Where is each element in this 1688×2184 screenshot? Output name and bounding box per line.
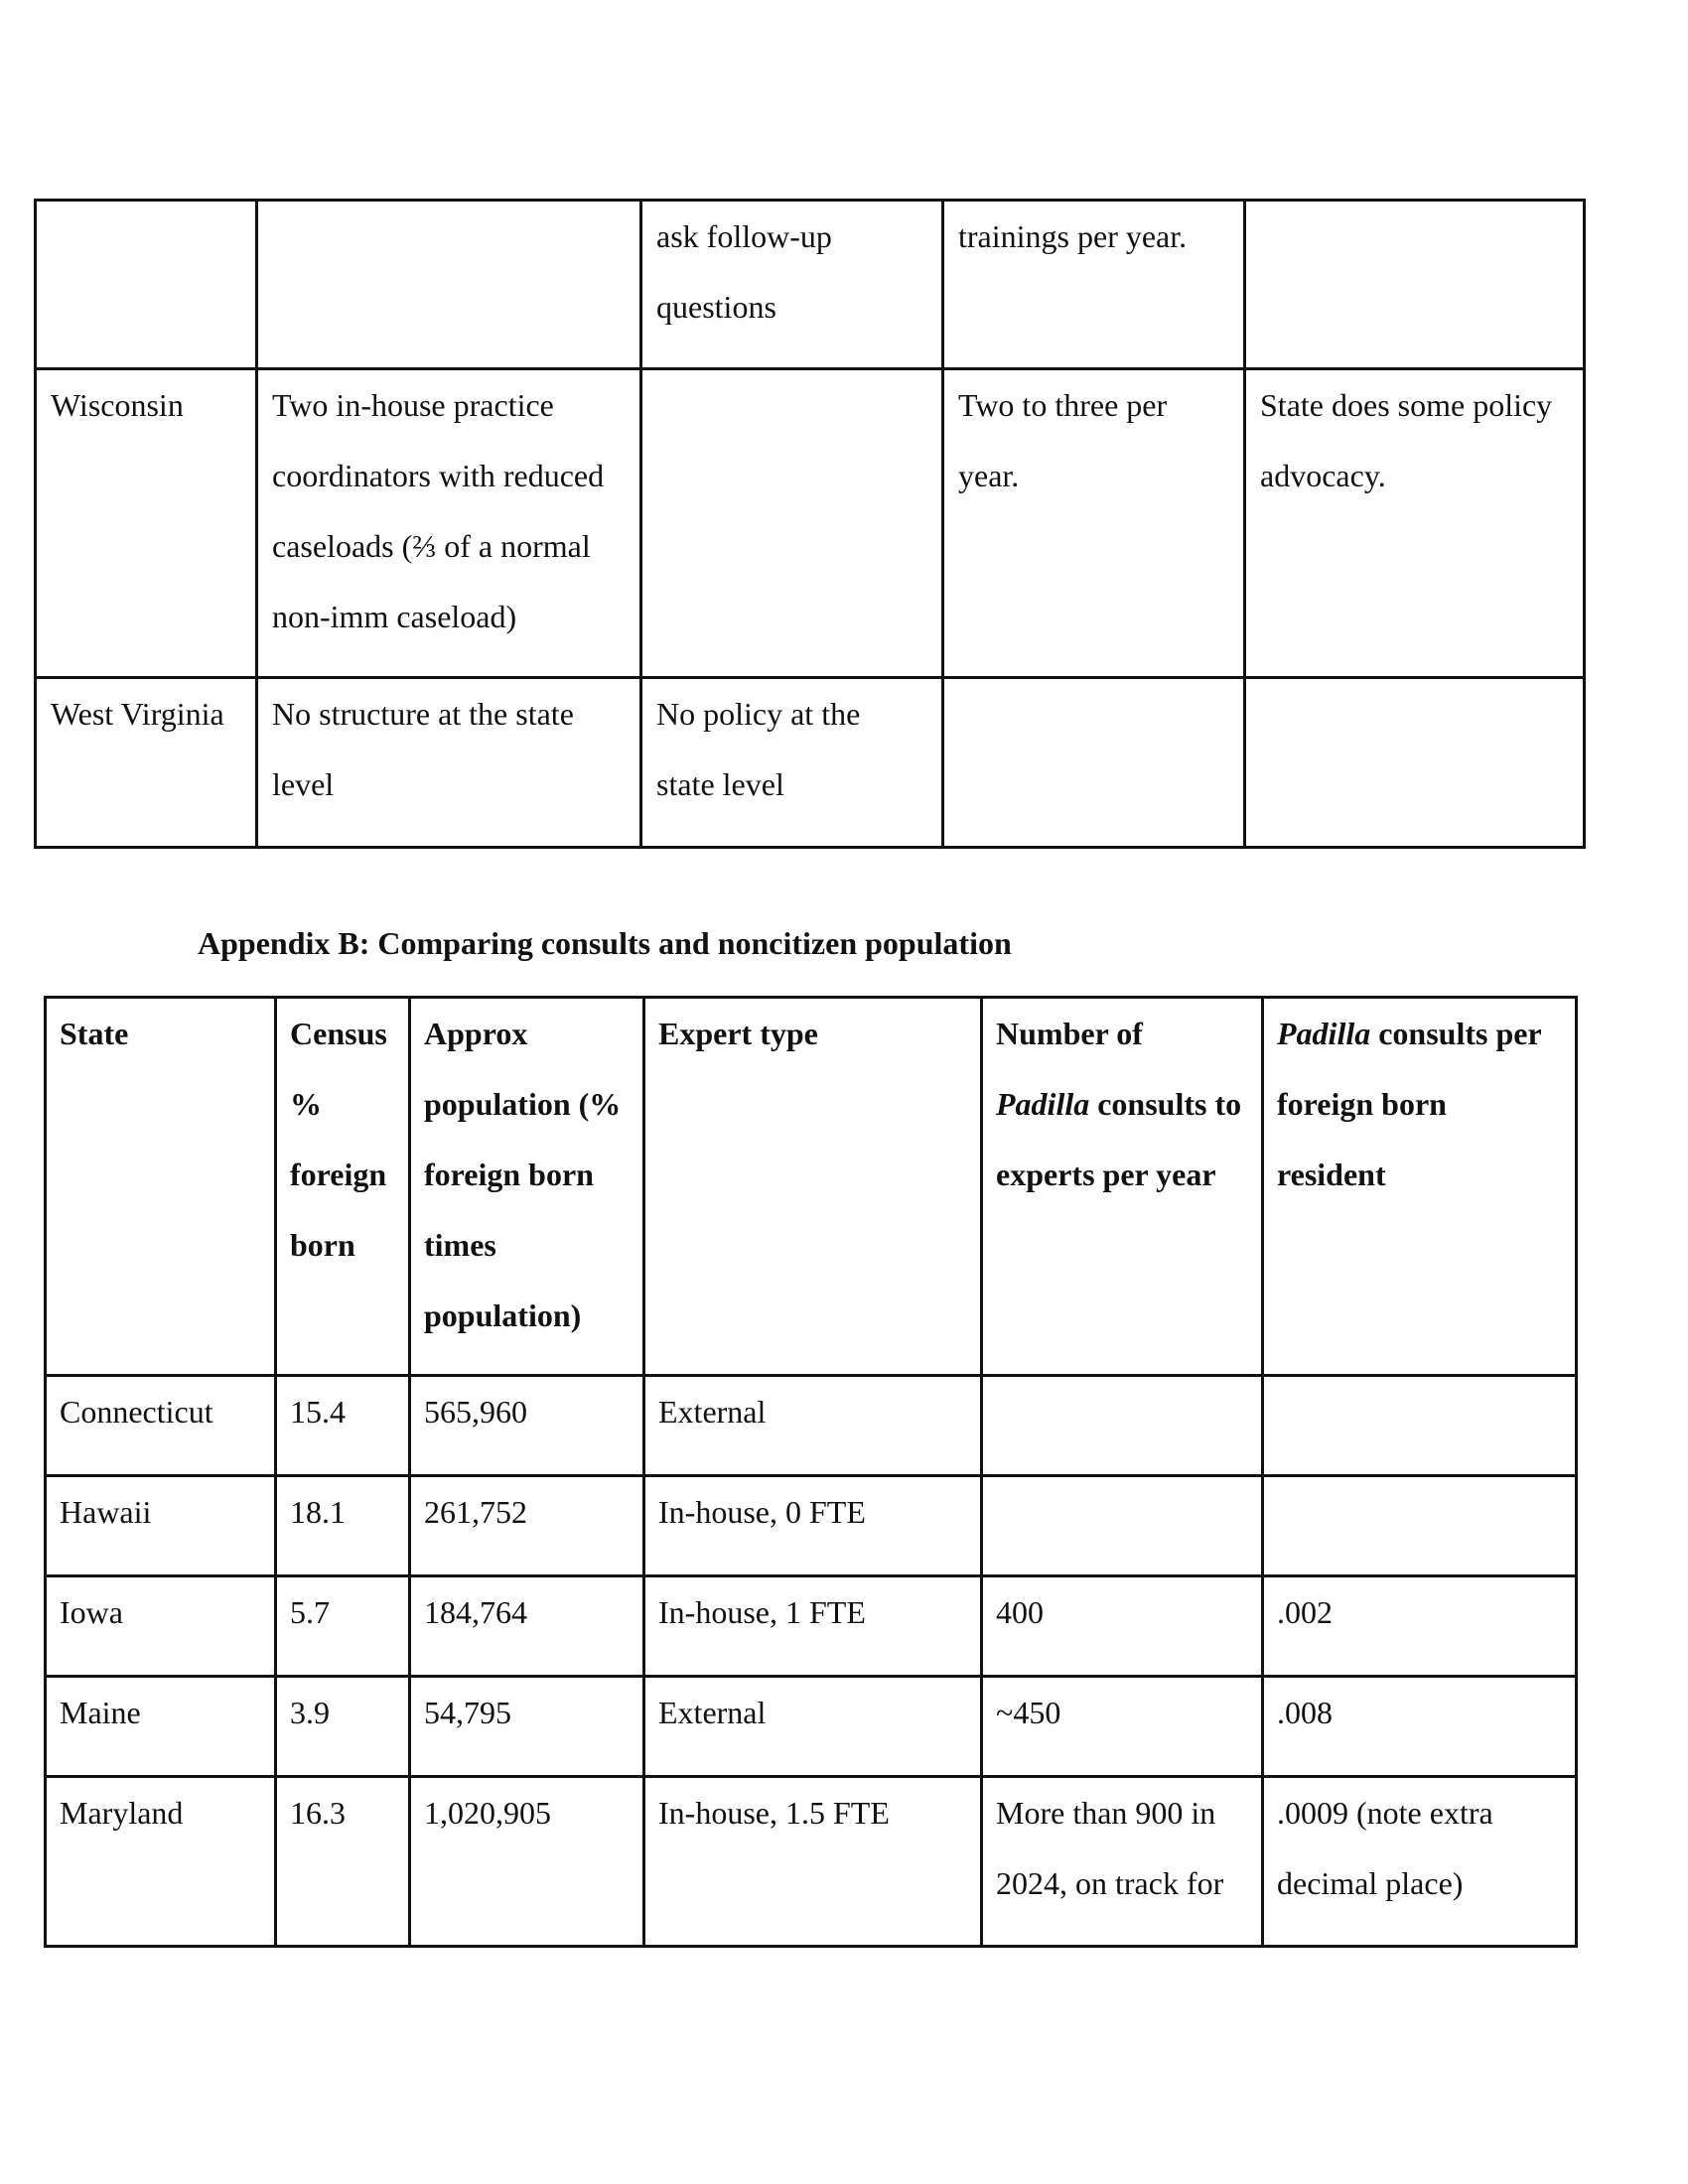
census-cell	[276, 1777, 410, 1947]
per-resident-cell	[1263, 1677, 1577, 1777]
cell-line: level	[272, 766, 335, 802]
expert-type-cell	[644, 1777, 982, 1947]
column-header	[982, 998, 1263, 1376]
cell-line: .0009 (note extra	[1277, 1795, 1493, 1831]
cell-line: foreign	[290, 1157, 387, 1192]
cell-line: In-house, 1 FTE	[658, 1594, 866, 1630]
table-row	[46, 1677, 1577, 1777]
cell-line: 3.9	[290, 1695, 330, 1730]
column-header	[46, 998, 276, 1376]
cell-line: decimal place)	[1277, 1865, 1464, 1901]
cell-line: 18.1	[290, 1494, 346, 1530]
table-cell	[257, 201, 641, 369]
table-row	[46, 1476, 1577, 1576]
cell-line: 184,764	[424, 1594, 527, 1630]
cell-line: questions	[656, 289, 776, 325]
cell-line: Iowa	[60, 1594, 123, 1630]
table-cell	[943, 201, 1245, 369]
population-cell	[410, 1777, 644, 1947]
cell-line: year.	[958, 458, 1020, 493]
cell-line: No structure at the state	[272, 696, 574, 732]
cell-line: Two in-house practice	[272, 387, 554, 423]
population-cell	[410, 1576, 644, 1677]
population-cell	[410, 1476, 644, 1576]
cell-line: 5.7	[290, 1594, 330, 1630]
cell-line: Approx	[424, 1016, 528, 1051]
per-resident-cell	[1263, 1576, 1577, 1677]
cell-line: West Virginia	[51, 696, 224, 732]
table-cell	[943, 369, 1245, 678]
cell-line	[996, 1069, 1248, 1140]
text-run: consults per	[1370, 1016, 1542, 1051]
table-cell	[257, 678, 641, 848]
cell-line: More than 900 in	[996, 1795, 1216, 1831]
population-cell	[410, 1677, 644, 1777]
cell-line	[1277, 1069, 1562, 1140]
cell-line: External	[658, 1394, 767, 1430]
state-cell	[46, 1576, 276, 1677]
cell-line	[996, 1140, 1248, 1210]
cell-line: trainings per year.	[958, 218, 1188, 254]
census-cell	[276, 1677, 410, 1777]
table-cell	[1245, 201, 1585, 369]
per-resident-cell	[1263, 1777, 1577, 1947]
cell-line: %	[290, 1086, 322, 1122]
table-cell	[1245, 678, 1585, 848]
cell-line: State	[60, 1016, 129, 1051]
column-header	[644, 998, 982, 1376]
per-resident-cell	[1263, 1476, 1577, 1576]
table-row	[46, 1376, 1577, 1476]
cell-line: 261,752	[424, 1494, 527, 1530]
header-row	[46, 998, 1577, 1376]
cell-line: Maine	[60, 1695, 141, 1730]
cell-line: advocacy.	[1260, 458, 1386, 493]
per-resident-cell	[1263, 1376, 1577, 1476]
consults-cell	[982, 1476, 1263, 1576]
consults-cell	[982, 1376, 1263, 1476]
expert-type-cell	[644, 1376, 982, 1476]
appendix-b-heading: Appendix B: Comparing consults and noncitizen population	[198, 925, 1012, 961]
expert-type-cell	[644, 1677, 982, 1777]
expert-type-cell	[644, 1476, 982, 1576]
table-cell	[36, 201, 257, 369]
cell-line: state level	[656, 766, 784, 802]
cell-line: .008	[1277, 1695, 1333, 1730]
census-cell	[276, 1476, 410, 1576]
cell-line: 565,960	[424, 1394, 527, 1430]
cell-line: population)	[424, 1297, 582, 1333]
cell-line: State does some policy	[1260, 387, 1553, 423]
cell-line	[996, 999, 1248, 1069]
cell-line: born	[290, 1227, 355, 1263]
cell-line: 1,020,905	[424, 1795, 551, 1831]
table-row	[36, 201, 1585, 369]
cell-line: Maryland	[60, 1795, 184, 1831]
table-cell	[36, 678, 257, 848]
cell-line: External	[658, 1695, 767, 1730]
table-row	[46, 1576, 1577, 1677]
cell-line: population (%	[424, 1086, 622, 1122]
cell-line: Hawaii	[60, 1494, 152, 1530]
cell-line: 54,795	[424, 1695, 511, 1730]
table-cell	[943, 678, 1245, 848]
cell-line: coordinators with reduced	[272, 458, 605, 493]
cell-line: Wisconsin	[51, 387, 184, 423]
cell-line: 16.3	[290, 1795, 346, 1831]
cell-line: foreign born	[424, 1157, 594, 1192]
consults-cell	[982, 1576, 1263, 1677]
population-cell	[410, 1376, 644, 1476]
cell-line	[1277, 999, 1562, 1069]
state-cell	[46, 1476, 276, 1576]
cell-line: 15.4	[290, 1394, 346, 1430]
cell-line: Connecticut	[60, 1394, 213, 1430]
consults-cell	[982, 1777, 1263, 1947]
cell-line: non-imm caseload)	[272, 599, 517, 634]
state-cell	[46, 1677, 276, 1777]
text-run: Number of	[996, 1016, 1143, 1051]
text-run: foreign born	[1277, 1086, 1447, 1122]
cell-line: ~450	[996, 1695, 1061, 1730]
cell-line: times	[424, 1227, 496, 1263]
cell-line: In-house, 0 FTE	[658, 1494, 866, 1530]
column-header	[276, 998, 410, 1376]
text-run: consults to	[1089, 1086, 1242, 1122]
state-structure-table	[34, 199, 1586, 849]
table-cell	[1245, 369, 1585, 678]
cell-line: .002	[1277, 1594, 1333, 1630]
census-cell	[276, 1576, 410, 1677]
cell-line: Two to three per	[958, 387, 1168, 423]
column-header	[1263, 998, 1577, 1376]
cell-line: caseloads (⅔ of a normal	[272, 528, 591, 564]
table-row	[36, 369, 1585, 678]
text-run: resident	[1277, 1157, 1386, 1192]
cell-line: In-house, 1.5 FTE	[658, 1795, 890, 1831]
state-cell	[46, 1777, 276, 1947]
consults-cell	[982, 1677, 1263, 1777]
text-run: experts per year	[996, 1157, 1216, 1192]
table-row	[46, 1777, 1577, 1947]
column-header	[410, 998, 644, 1376]
table-row	[36, 678, 1585, 848]
census-cell	[276, 1376, 410, 1476]
cell-line: Expert type	[658, 1016, 818, 1051]
cell-line: 2024, on track for	[996, 1865, 1224, 1901]
italic-text: Padilla	[1277, 1016, 1371, 1051]
appendix-b-table	[44, 996, 1578, 1948]
table-cell	[641, 678, 943, 848]
italic-text: Padilla	[996, 1086, 1090, 1122]
cell-line: ask follow-up	[656, 218, 832, 254]
cell-line: Census	[290, 1016, 387, 1051]
state-cell	[46, 1376, 276, 1476]
table-cell	[641, 369, 943, 678]
cell-line: 400	[996, 1594, 1044, 1630]
table-cell	[641, 201, 943, 369]
expert-type-cell	[644, 1576, 982, 1677]
cell-line	[1277, 1140, 1562, 1210]
table-cell	[257, 369, 641, 678]
cell-line: No policy at the	[656, 696, 861, 732]
table-cell	[36, 369, 257, 678]
